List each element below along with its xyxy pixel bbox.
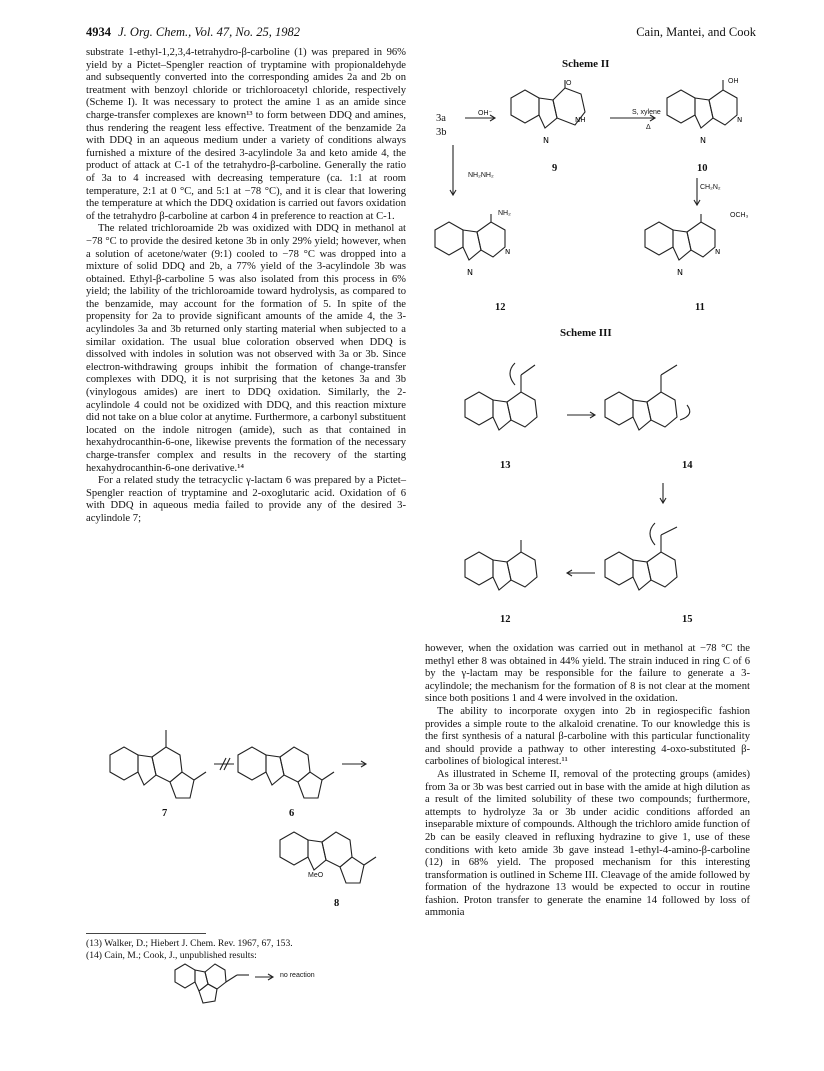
reagent-hydroxide: OH⁻ xyxy=(478,110,493,117)
paragraph: The ability to incorporate oxygen into 2b in regiospecific fashion provides a simple route to the alkaloid crenatine. To our knowledge this is the first synthesis of a natural β-carboline with this particular functionality and should provide a pathway to other interesting 4-oxo-substituted β-carbolines of biological interest.¹¹ xyxy=(425,705,750,768)
compound-12-label-s3: 12 xyxy=(500,614,511,625)
paragraph: For a related study the tetracyclic γ-lactam 6 was prepared by a Pictet–Spengler reaction of tryptamine and 2-oxoglutaric acid. Oxidation of 6 with DDQ in aqueous media failed to provide any of the desired 3-acylindole 7; xyxy=(86,475,406,524)
compound-3a-label: 3a xyxy=(436,113,446,124)
atom-o-9: O xyxy=(566,80,572,87)
compound-10-label: 10 xyxy=(697,163,708,174)
svg-text:N: N xyxy=(700,136,706,145)
scheme-ii-drawing xyxy=(425,70,755,305)
paragraph: however, when the oxidation was carried out in methanol at −78 °C the methyl ether 8 was obtained in 44% yield. The strain induced in ring C of 6 by the γ-lactam may be responsible for the failure to generate a 3-acylindole; the mechanism for the formation of 8 is not clear at the moment since both positions 1 and 4 were involved in the oxidation. xyxy=(425,643,750,705)
reagent-heat: Δ xyxy=(646,124,651,131)
group-nh2-12: NH₂ xyxy=(498,210,511,217)
paragraph: The related trichloroamide 2b was oxidized with DDQ in methanol at −78 °C to provide the desired ketone 3b in only 29% yield; however, when a solution of acetone/water (9:1) cooled to −78 °C was dropped into a mixture of solid DDQ and 2b, a 77% yield of the 3-acylindole 3b was obtained. Ethyl-β-carboline 5 was also isolated from this process in 6% yield; the lability of the trichloroamide toward hydrolysis, as compared to the benzamide, may account for the formation of 5. In spite of the propensity for 2a to provide significant amounts of the amide 4, the 3-acylindoles 3a and 3b returned only starting material when subjected to a similar oxidation. The usual blue coloration observed when DDQ is dissolved with indoles in solution was not observed with 3a or 3b. Since electron-withdrawing groups inhibit the formation of change-transfer complexes with DDQ, it is not surprising that the ketones 3a and 3b (vinylogous amides) are inert to DDQ oxidation. Similarly, the 2-acylindole 4 could not be oxidized with DDQ, and this reaction mixture did not take on a blue color at anytime. Furthermore, a carbonyl substituent located on the indole nitrogen (amide), such as that contained in hexahydrocanthin-6-one, likewise prevents the formation of the necessary charge-transfer complex and results in the recovery of the starting hexahydrocanthin-6-one derivative.¹⁴ xyxy=(86,223,406,474)
scheme-iii-drawing xyxy=(455,345,755,615)
compound-15-label: 15 xyxy=(682,614,693,625)
svg-text:N: N xyxy=(543,136,549,145)
reagent-sulfur-xylene: S, xylene xyxy=(632,109,661,116)
svg-text:N: N xyxy=(467,268,473,277)
compound-14-label: 14 xyxy=(682,460,693,471)
group-och3-11: OCH₃ xyxy=(730,212,749,219)
page-number: 4934 xyxy=(86,25,111,39)
scheme-ii-title: Scheme II xyxy=(562,58,610,70)
left-text-column xyxy=(86,47,406,526)
footnote-13: (13) Walker, D.; Hiebert J. Chem. Rev. 1967, 67, 153. xyxy=(86,938,293,949)
running-header-authors: Cain, Mantei, and Cook xyxy=(636,25,756,39)
compound-9-label: 9 xyxy=(552,163,558,174)
compound-8-label: 8 xyxy=(334,898,340,909)
compound-12-label: 12 xyxy=(495,302,506,313)
reagent-diazomethane: CH₂N₂ xyxy=(700,184,721,191)
journal-citation: J. Org. Chem., Vol. 47, No. 25, 1982 xyxy=(118,25,300,39)
compound-13-label: 13 xyxy=(500,460,511,471)
svg-text:N: N xyxy=(737,116,743,124)
compound-11-label: 11 xyxy=(695,302,705,313)
footnote-14: (14) Cain, M.; Cook, J., unpublished results: xyxy=(86,949,257,961)
svg-text:NH: NH xyxy=(575,116,586,124)
footnote-rule xyxy=(86,933,206,934)
right-text-column xyxy=(425,643,750,920)
group-oh-10: OH xyxy=(728,78,739,85)
methoxy-group-8: MeO xyxy=(308,872,324,879)
running-header-left xyxy=(86,25,300,40)
compound-6-label: 6 xyxy=(289,808,295,819)
paragraph: As illustrated in Scheme II, removal of the protecting groups (amides) from 3a or 3b was best carried out in base with the amide at high dilution as a result of the limited solubility of these two compounds; furthermore, attempts to hydrolyze 3a or 3b under acidic conditions afforded an inseparable mixture of compounds. Although the trichloro amide function of 2b can be easily cleaved in refluxing hydrazine to give 1, use of these conditions with keto amide 3b gave instead 1-ethyl-4-amino-β-carboline (12) in 68% yield. The proposed mechanism for this interesting transformation is outlined in Scheme III. Cleavage of the amide followed by formation of the hydrazone 13 would be expected to occur in routine fashion. Proton transfer to generate the enamine 14 followed by loss of ammonia xyxy=(425,768,750,919)
no-reaction-note: no reaction xyxy=(280,972,315,979)
compound-7-label: 7 xyxy=(162,808,168,819)
reagent-hydrazine: NH₂NH₂ xyxy=(468,172,494,179)
svg-text:N: N xyxy=(715,248,721,256)
footnote-structure-drawing xyxy=(175,955,295,1010)
scheme-iii-title: Scheme III xyxy=(560,327,612,339)
svg-text:N: N xyxy=(505,248,511,256)
paragraph: substrate 1-ethyl-1,2,3,4-tetrahydro-β-carboline (1) was prepared in 96% yield by a Pictet–Spengler reaction of tryptamine with propionaldehyde and subsequently converted into the corresponding amides 2a and 2b on treatment with benzoyl chloride or trichloroacetyl chloride, respectively (Scheme I). It was necessary to protect the amine 1 as an amide since charge-transfer complexes are known¹³ to form between DDQ and amines, thus rendering the reagent less effective. Treatment of the benzamide 2a with DDQ in an aqueous medium under a variety of conditions always furnished a mixture of the desired 3-acylindole 3a and keto amide 4, the product of attack at C-1 of the tetrahydro-β-carboline. Generally the ratio of 3a to 4 increased with decreasing temperature (ca. 1:1 at room temperature, 2:1 at 0 °C, and 5:1 at −78 °C), and it is clear that lowering the temperature at which the DDQ oxidation is carried out favors oxidation of the tetrahydro β-carboline at carbon 4 in preference to reaction at C-1. xyxy=(86,47,406,222)
compound-3b-label: 3b xyxy=(436,127,447,138)
svg-text:N: N xyxy=(677,268,683,277)
lactam-figure-drawing xyxy=(110,720,410,900)
